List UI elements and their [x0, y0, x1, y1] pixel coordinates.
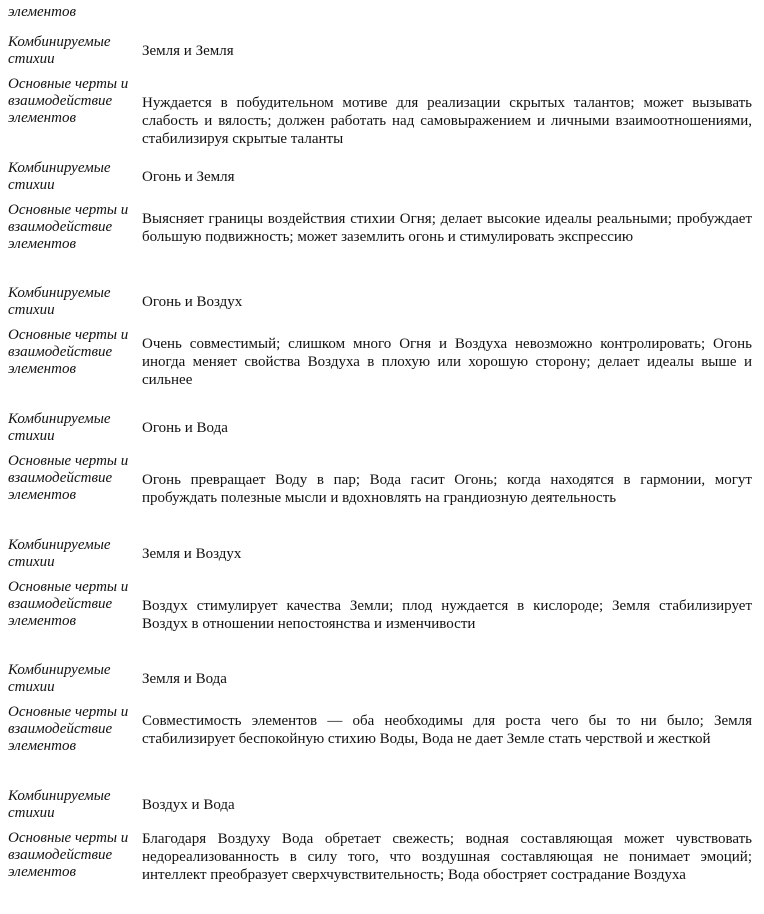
features-value: Очень совместимый; слишком много Огня и Воздуха невозможно контролировать; Огонь иногда меняет свойства Воздуха в плохую или хорошую сторону; делает идеалы выше и сильнее — [142, 336, 752, 388]
features-value: Благодаря Воздуху Вода обретает свежесть; водная составляющая может чувствовать недореализованность в силу того, что воздушная составляющая не понимает эмоций; интеллект преобразует сверхчувствительность; Вода обостряет сострадание Воздуха — [142, 831, 752, 883]
combination-row — [0, 160, 764, 202]
table-entry — [0, 662, 764, 788]
combination-row — [0, 788, 764, 830]
combination-label: Комбинируемые стихии — [8, 788, 111, 821]
features-label: Основные черты и взаимодействие элементов — [8, 202, 129, 252]
combination-value: Огонь и Земля — [142, 169, 235, 185]
combination-row — [0, 34, 764, 76]
features-value: Выясняет границы воздействия стихии Огня; делает высокие идеалы реальными; пробуждает большую подвижность; может заземлить огонь и стимулировать экспрессию — [142, 211, 752, 245]
features-label: Основные черты и взаимодействие элементов — [8, 704, 129, 754]
features-label: Основные черты и взаимодействие элементов — [8, 453, 129, 503]
table-entry — [0, 537, 764, 663]
features-label: Основные черты и взаимодействие элементов — [8, 327, 129, 377]
table-entry — [0, 160, 764, 286]
features-label: Основные черты и взаимодействие элементов — [8, 76, 129, 126]
features-value: Огонь превращает Воду в пар; Вода гасит Огонь; когда находятся в гармонии, могут пробуждать полезные мысли и вдохновлять на грандиозную деятельность — [142, 472, 752, 506]
combination-value: Огонь и Воздух — [142, 294, 243, 310]
combination-value: Земля и Земля — [142, 43, 234, 59]
features-label: Основные черты и взаимодействие элементов — [8, 830, 129, 880]
table-entry — [0, 411, 764, 537]
continued-label-fragment: элементов — [8, 4, 76, 20]
features-label: Основные черты и взаимодействие элементов — [8, 579, 129, 629]
combination-row — [0, 662, 764, 704]
combination-row — [0, 285, 764, 327]
features-row — [0, 830, 764, 914]
features-row — [0, 202, 764, 286]
combination-value: Огонь и Вода — [142, 420, 228, 436]
combination-row — [0, 537, 764, 579]
features-row — [0, 327, 764, 411]
combination-row — [0, 411, 764, 453]
combination-label: Комбинируемые стихии — [8, 662, 111, 695]
combination-value: Земля и Воздух — [142, 546, 242, 562]
features-row — [0, 453, 764, 537]
combination-label: Комбинируемые стихии — [8, 537, 111, 570]
features-row — [0, 704, 764, 788]
features-value: Совместимость элементов — оба необходимы для роста чего бы то ни было; Земля стабилизирует беспокойную стихию Воды, Вода не дает Земле стать черствой и жесткой — [142, 713, 752, 747]
combination-value: Воздух и Вода — [142, 797, 235, 813]
table-entry — [0, 285, 764, 411]
table-entry — [0, 788, 764, 914]
combination-value: Земля и Вода — [142, 671, 227, 687]
combination-label: Комбинируемые стихии — [8, 160, 111, 193]
table-entry — [0, 34, 764, 160]
combination-label: Комбинируемые стихии — [8, 285, 111, 318]
features-row — [0, 76, 764, 160]
features-value: Нуждается в побудительном мотиве для реализации скрытых талантов; может вызывать слабость и вялость; должен работать над самовыражением и личными взаимоотношениями, стабилизируя скрытые таланты — [142, 95, 752, 147]
combination-label: Комбинируемые стихии — [8, 34, 111, 67]
combination-label: Комбинируемые стихии — [8, 411, 111, 444]
features-row — [0, 579, 764, 663]
features-value: Воздух стимулирует качества Земли; плод нуждается в кислороде; Земля стабилизирует Воздух в отношении непостоянства и изменчивости — [142, 598, 752, 632]
